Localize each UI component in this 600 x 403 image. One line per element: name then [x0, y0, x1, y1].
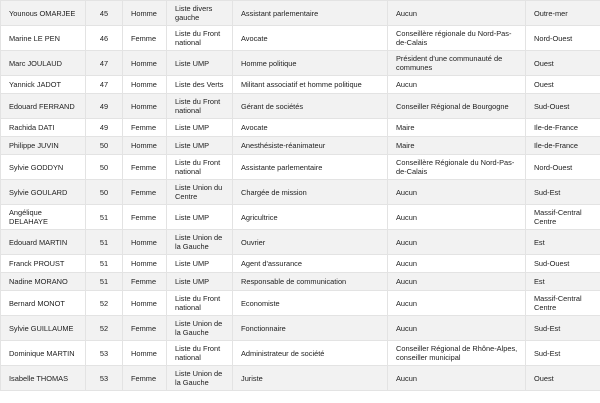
name-cell: Edouard MARTIN [1, 230, 86, 255]
name-cell: Bernard MONOT [1, 291, 86, 316]
region-cell: Ouest [526, 76, 600, 94]
sex-cell: Homme [123, 255, 167, 273]
age-cell: 46 [86, 26, 123, 51]
region-cell: Sud-Ouest [526, 255, 600, 273]
list-cell: Liste Union du Centre [167, 180, 233, 205]
profession-cell: Fonctionnaire [233, 316, 388, 341]
sex-cell: Homme [123, 291, 167, 316]
mandate-cell: Aucun [388, 180, 526, 205]
age-cell: 45 [86, 1, 123, 26]
region-cell: Ouest [526, 51, 600, 76]
name-cell: Edouard FERRAND [1, 94, 86, 119]
age-cell: 52 [86, 316, 123, 341]
mandate-cell: Maire [388, 137, 526, 155]
table-row [1, 76, 600, 94]
sex-cell: Homme [123, 76, 167, 94]
list-cell: Liste du Front national [167, 341, 233, 366]
sex-cell: Femme [123, 316, 167, 341]
sex-cell: Homme [123, 94, 167, 119]
profession-cell: Gérant de sociétés [233, 94, 388, 119]
list-cell: Liste UMP [167, 273, 233, 291]
name-cell: Sylvie GOULARD [1, 180, 86, 205]
region-cell: Massif-Central Centre [526, 205, 600, 230]
table-row [1, 1, 600, 26]
mandate-cell: Aucun [388, 230, 526, 255]
region-cell: Sud-Est [526, 180, 600, 205]
sex-cell: Homme [123, 341, 167, 366]
age-cell: 51 [86, 230, 123, 255]
profession-cell: Anesthésiste-réanimateur [233, 137, 388, 155]
list-cell: Liste UMP [167, 51, 233, 76]
name-cell: Marine LE PEN [1, 26, 86, 51]
table-row [1, 255, 600, 273]
age-cell: 50 [86, 137, 123, 155]
age-cell: 49 [86, 94, 123, 119]
list-cell: Liste du Front national [167, 26, 233, 51]
mandate-cell: Maire [388, 119, 526, 137]
mandate-cell: Conseillère Régionale du Nord-Pas-de-Calais [388, 155, 526, 180]
table-row [1, 137, 600, 155]
table-row [1, 94, 600, 119]
mandate-cell: Président d'une communauté de communes [388, 51, 526, 76]
name-cell: Philippe JUVIN [1, 137, 86, 155]
sex-cell: Femme [123, 273, 167, 291]
list-cell: Liste UMP [167, 205, 233, 230]
mandate-cell: Conseillère régionale du Nord-Pas-de-Calais [388, 26, 526, 51]
sex-cell: Femme [123, 155, 167, 180]
region-cell: Sud-Ouest [526, 94, 600, 119]
mandate-cell: Conseiller Régional de Bourgogne [388, 94, 526, 119]
name-cell: Angélique DELAHAYE [1, 205, 86, 230]
mandate-cell: Aucun [388, 273, 526, 291]
age-cell: 47 [86, 51, 123, 76]
mandate-cell: Aucun [388, 316, 526, 341]
list-cell: Liste Union de la Gauche [167, 230, 233, 255]
list-cell: Liste Union de la Gauche [167, 366, 233, 391]
age-cell: 50 [86, 180, 123, 205]
sex-cell: Femme [123, 119, 167, 137]
profession-cell: Ouvrier [233, 230, 388, 255]
mandate-cell: Conseiller Régional de Rhône-Alpes, conseiller municipal [388, 341, 526, 366]
region-cell: Ile-de-France [526, 137, 600, 155]
name-cell: Franck PROUST [1, 255, 86, 273]
profession-cell: Responsable de communication [233, 273, 388, 291]
age-cell: 50 [86, 155, 123, 180]
region-cell: Ouest [526, 366, 600, 391]
mandate-cell: Aucun [388, 291, 526, 316]
table-row [1, 180, 600, 205]
sex-cell: Femme [123, 205, 167, 230]
region-cell: Massif-Central Centre [526, 291, 600, 316]
age-cell: 51 [86, 273, 123, 291]
name-cell: Sylvie GODDYN [1, 155, 86, 180]
table-row [1, 26, 600, 51]
name-cell: Isabelle THOMAS [1, 366, 86, 391]
age-cell: 51 [86, 255, 123, 273]
table-row [1, 155, 600, 180]
sex-cell: Femme [123, 26, 167, 51]
table-row [1, 341, 600, 366]
region-cell: Ile-de-France [526, 119, 600, 137]
profession-cell: Administrateur de société [233, 341, 388, 366]
list-cell: Liste Union de la Gauche [167, 316, 233, 341]
age-cell: 53 [86, 341, 123, 366]
list-cell: Liste UMP [167, 255, 233, 273]
sex-cell: Homme [123, 137, 167, 155]
region-cell: Sud-Est [526, 316, 600, 341]
profession-cell: Agent d'assurance [233, 255, 388, 273]
sex-cell: Homme [123, 1, 167, 26]
mandate-cell: Aucun [388, 76, 526, 94]
region-cell: Nord-Ouest [526, 26, 600, 51]
list-cell: Liste divers gauche [167, 1, 233, 26]
mandate-cell: Aucun [388, 205, 526, 230]
profession-cell: Militant associatif et homme politique [233, 76, 388, 94]
region-cell: Nord-Ouest [526, 155, 600, 180]
mandate-cell: Aucun [388, 255, 526, 273]
age-cell: 49 [86, 119, 123, 137]
name-cell: Marc JOULAUD [1, 51, 86, 76]
name-cell: Rachida DATI [1, 119, 86, 137]
profession-cell: Assistant parlementaire [233, 1, 388, 26]
sex-cell: Homme [123, 51, 167, 76]
region-cell: Est [526, 273, 600, 291]
profession-cell: Agricultrice [233, 205, 388, 230]
list-cell: Liste des Verts [167, 76, 233, 94]
list-cell: Liste du Front national [167, 94, 233, 119]
sex-cell: Femme [123, 180, 167, 205]
region-cell: Est [526, 230, 600, 255]
sex-cell: Femme [123, 366, 167, 391]
profession-cell: Juriste [233, 366, 388, 391]
sex-cell: Homme [123, 230, 167, 255]
table-row [1, 273, 600, 291]
mandate-cell: Aucun [388, 1, 526, 26]
region-cell: Outre-mer [526, 1, 600, 26]
profession-cell: Chargée de mission [233, 180, 388, 205]
name-cell: Yannick JADOT [1, 76, 86, 94]
name-cell: Dominique MARTIN [1, 341, 86, 366]
age-cell: 53 [86, 366, 123, 391]
region-cell: Sud-Est [526, 341, 600, 366]
profession-cell: Avocate [233, 119, 388, 137]
mandate-cell: Aucun [388, 366, 526, 391]
profession-cell: Assistante parlementaire [233, 155, 388, 180]
table-row [1, 51, 600, 76]
profession-cell: Avocate [233, 26, 388, 51]
list-cell: Liste UMP [167, 137, 233, 155]
name-cell: Younous OMARJEE [1, 1, 86, 26]
name-cell: Nadine MORANO [1, 273, 86, 291]
profession-cell: Homme politique [233, 51, 388, 76]
name-cell: Sylvie GUILLAUME [1, 316, 86, 341]
table-row [1, 205, 600, 230]
list-cell: Liste du Front national [167, 291, 233, 316]
table-row [1, 291, 600, 316]
table-row [1, 230, 600, 255]
table-row [1, 119, 600, 137]
list-cell: Liste UMP [167, 119, 233, 137]
age-cell: 47 [86, 76, 123, 94]
table-row [1, 366, 600, 391]
table-row [1, 316, 600, 341]
list-cell: Liste du Front national [167, 155, 233, 180]
profession-cell: Economiste [233, 291, 388, 316]
age-cell: 51 [86, 205, 123, 230]
age-cell: 52 [86, 291, 123, 316]
